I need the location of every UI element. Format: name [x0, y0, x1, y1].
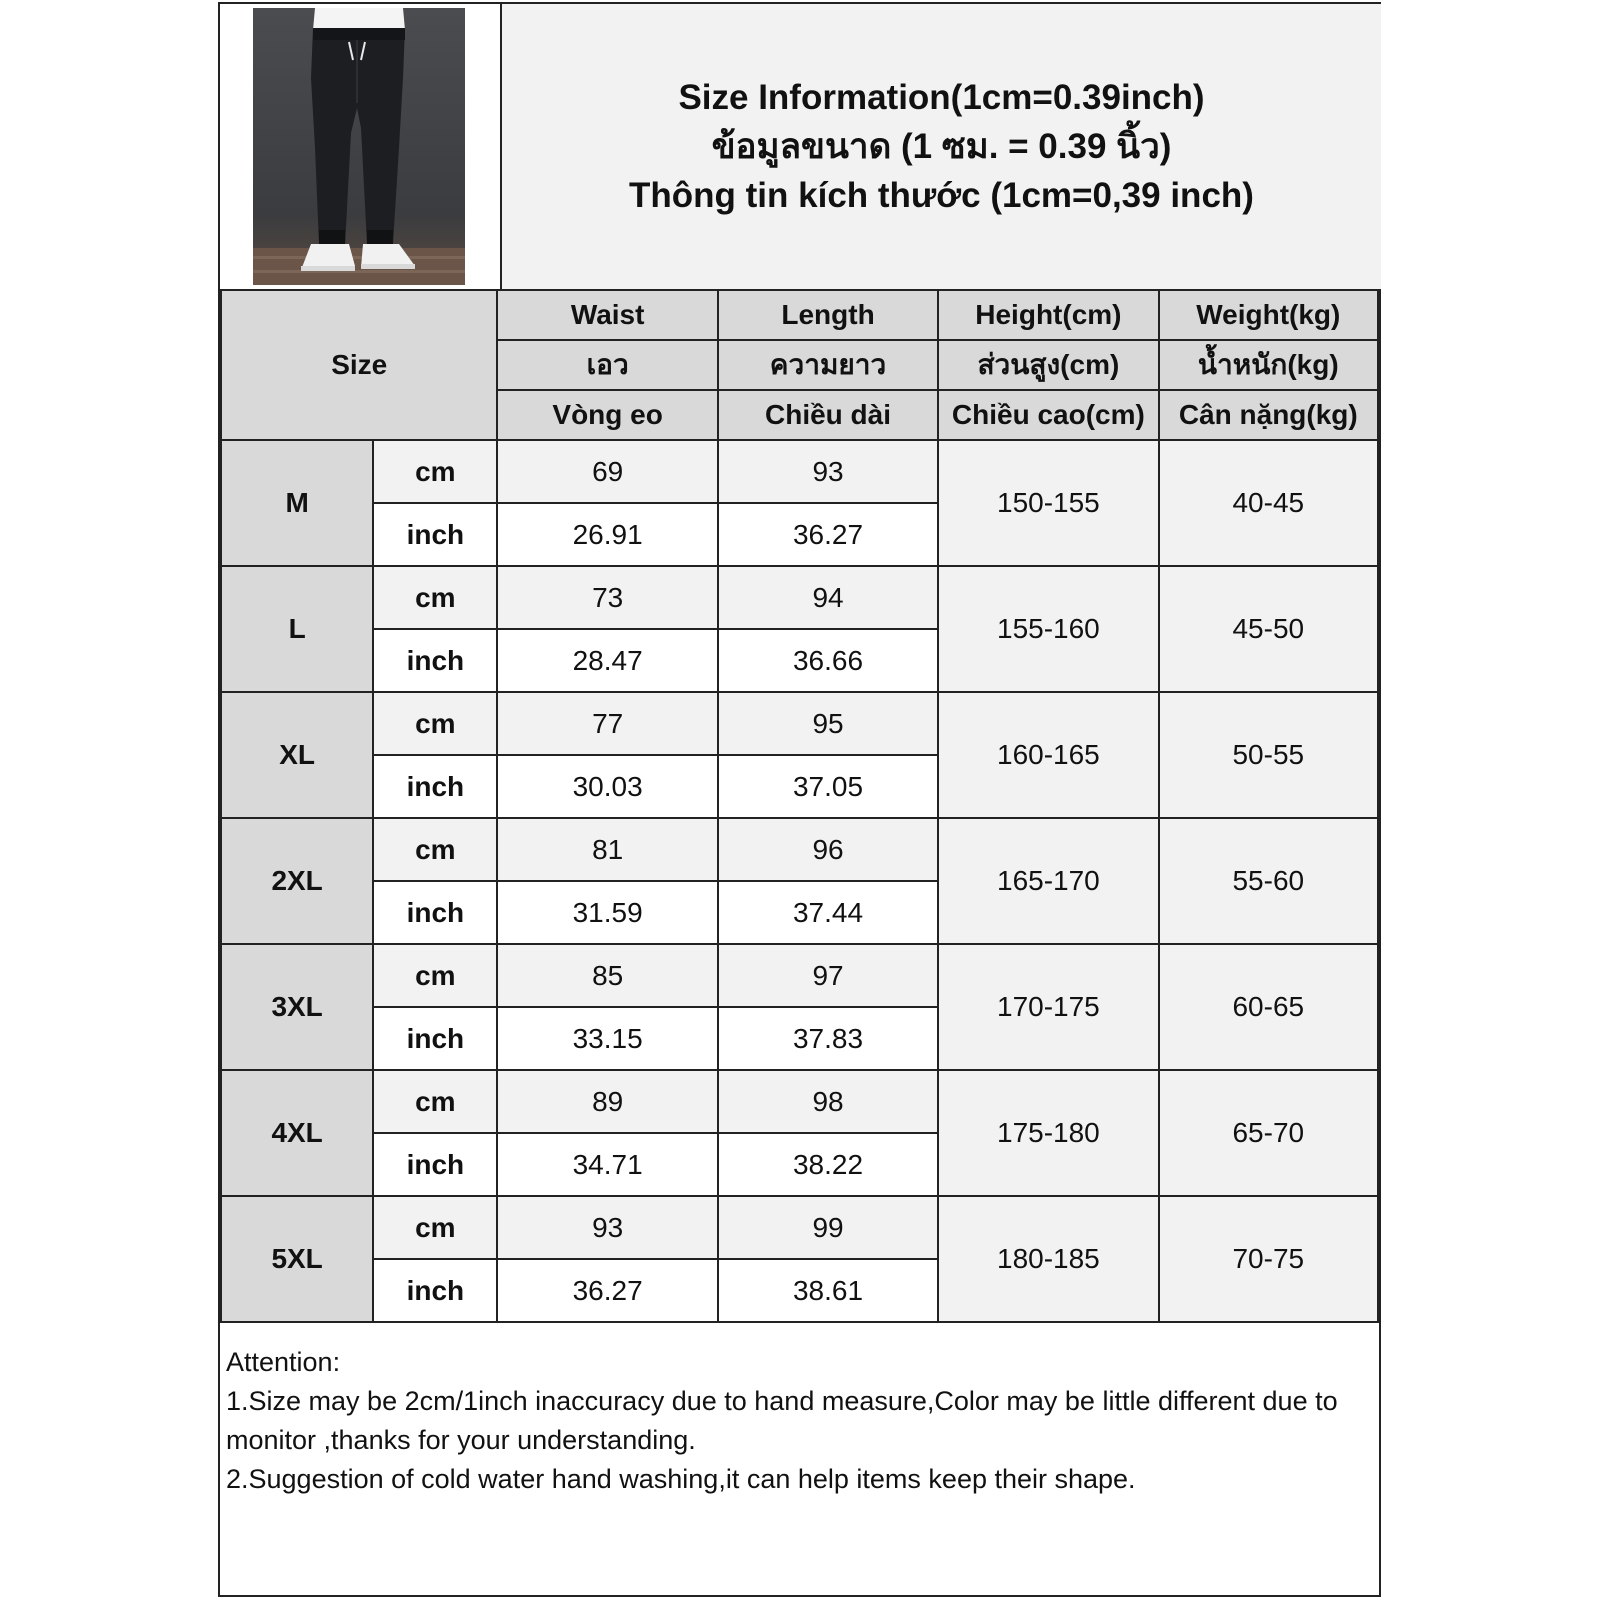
header-length-en: Length	[718, 290, 938, 340]
product-photo	[253, 8, 465, 285]
unit-inch: inch	[373, 1259, 497, 1322]
unit-inch: inch	[373, 1133, 497, 1196]
jogger-pants-photo-icon	[253, 8, 465, 285]
length-cm: 93	[718, 440, 938, 503]
title-thai: ข้อมูลขนาด (1 ซม. = 0.39 นิ้ว)	[711, 127, 1172, 166]
header-weight-vi: Cân nặng(kg)	[1159, 390, 1378, 440]
length-inch: 37.44	[718, 881, 938, 944]
unit-inch: inch	[373, 503, 497, 566]
header-waist-vi: Vòng eo	[497, 390, 717, 440]
size-label: 4XL	[221, 1070, 373, 1196]
weight-range: 70-75	[1159, 1196, 1378, 1322]
height-range: 150-155	[938, 440, 1158, 566]
header-waist-th: เอว	[497, 340, 717, 390]
waist-cm: 93	[497, 1196, 717, 1259]
waist-cm: 85	[497, 944, 717, 1007]
title-block	[502, 4, 1381, 289]
length-inch: 37.05	[718, 755, 938, 818]
length-cm: 97	[718, 944, 938, 1007]
header-height-th: ส่วนสูง(cm)	[938, 340, 1158, 390]
unit-inch: inch	[373, 1007, 497, 1070]
waist-inch: 28.47	[497, 629, 717, 692]
waist-cm: 73	[497, 566, 717, 629]
unit-inch: inch	[373, 629, 497, 692]
length-cm: 98	[718, 1070, 938, 1133]
unit-cm: cm	[373, 818, 497, 881]
size-table	[220, 289, 1379, 1323]
unit-cm: cm	[373, 692, 497, 755]
length-inch: 37.83	[718, 1007, 938, 1070]
weight-range: 65-70	[1159, 1070, 1378, 1196]
attention-heading: Attention:	[226, 1347, 341, 1377]
length-inch: 36.27	[718, 503, 938, 566]
length-cm: 99	[718, 1196, 938, 1259]
weight-range: 55-60	[1159, 818, 1378, 944]
size-chart-sheet	[218, 2, 1381, 1597]
size-label: L	[221, 566, 373, 692]
weight-range: 60-65	[1159, 944, 1378, 1070]
weight-range: 45-50	[1159, 566, 1378, 692]
height-range: 165-170	[938, 818, 1158, 944]
title-vietnamese: Thông tin kích thước (1cm=0,39 inch)	[629, 176, 1254, 215]
size-label: 5XL	[221, 1196, 373, 1322]
unit-cm: cm	[373, 1070, 497, 1133]
height-range: 175-180	[938, 1070, 1158, 1196]
length-inch: 38.61	[718, 1259, 938, 1322]
header-height-en: Height(cm)	[938, 290, 1158, 340]
waist-cm: 77	[497, 692, 717, 755]
length-inch: 36.66	[718, 629, 938, 692]
attention-note-2: 2.Suggestion of cold water hand washing,it can help items keep their shape.	[226, 1464, 1136, 1494]
header-length-th: ความยาว	[718, 340, 938, 390]
waist-inch: 33.15	[497, 1007, 717, 1070]
waist-cm: 81	[497, 818, 717, 881]
weight-range: 50-55	[1159, 692, 1378, 818]
length-cm: 95	[718, 692, 938, 755]
header-weight-en: Weight(kg)	[1159, 290, 1378, 340]
unit-inch: inch	[373, 881, 497, 944]
unit-cm: cm	[373, 440, 497, 503]
size-label: XL	[221, 692, 373, 818]
attention-notes	[220, 1339, 1379, 1595]
waist-inch: 30.03	[497, 755, 717, 818]
weight-range: 40-45	[1159, 440, 1378, 566]
waist-cm: 89	[497, 1070, 717, 1133]
header-weight-th: น้ำหนัก(kg)	[1159, 340, 1378, 390]
size-label: M	[221, 440, 373, 566]
height-range: 155-160	[938, 566, 1158, 692]
length-inch: 38.22	[718, 1133, 938, 1196]
waist-cm: 69	[497, 440, 717, 503]
unit-inch: inch	[373, 755, 497, 818]
product-photo-cell	[220, 4, 502, 289]
unit-cm: cm	[373, 944, 497, 1007]
height-range: 170-175	[938, 944, 1158, 1070]
attention-note-1: 1.Size may be 2cm/1inch inaccuracy due to hand measure,Color may be little different due to monitor ,thanks for your understanding.	[226, 1386, 1338, 1455]
size-header: Size	[221, 290, 497, 440]
unit-cm: cm	[373, 1196, 497, 1259]
header-waist-en: Waist	[497, 290, 717, 340]
title-english: Size Information(1cm=0.39inch)	[678, 78, 1205, 117]
waist-inch: 31.59	[497, 881, 717, 944]
size-label: 3XL	[221, 944, 373, 1070]
size-label: 2XL	[221, 818, 373, 944]
height-range: 160-165	[938, 692, 1158, 818]
waist-inch: 34.71	[497, 1133, 717, 1196]
length-cm: 94	[718, 566, 938, 629]
waist-inch: 36.27	[497, 1259, 717, 1322]
unit-cm: cm	[373, 566, 497, 629]
length-cm: 96	[718, 818, 938, 881]
header-height-vi: Chiều cao(cm)	[938, 390, 1158, 440]
waist-inch: 26.91	[497, 503, 717, 566]
header-length-vi: Chiều dài	[718, 390, 938, 440]
height-range: 180-185	[938, 1196, 1158, 1322]
